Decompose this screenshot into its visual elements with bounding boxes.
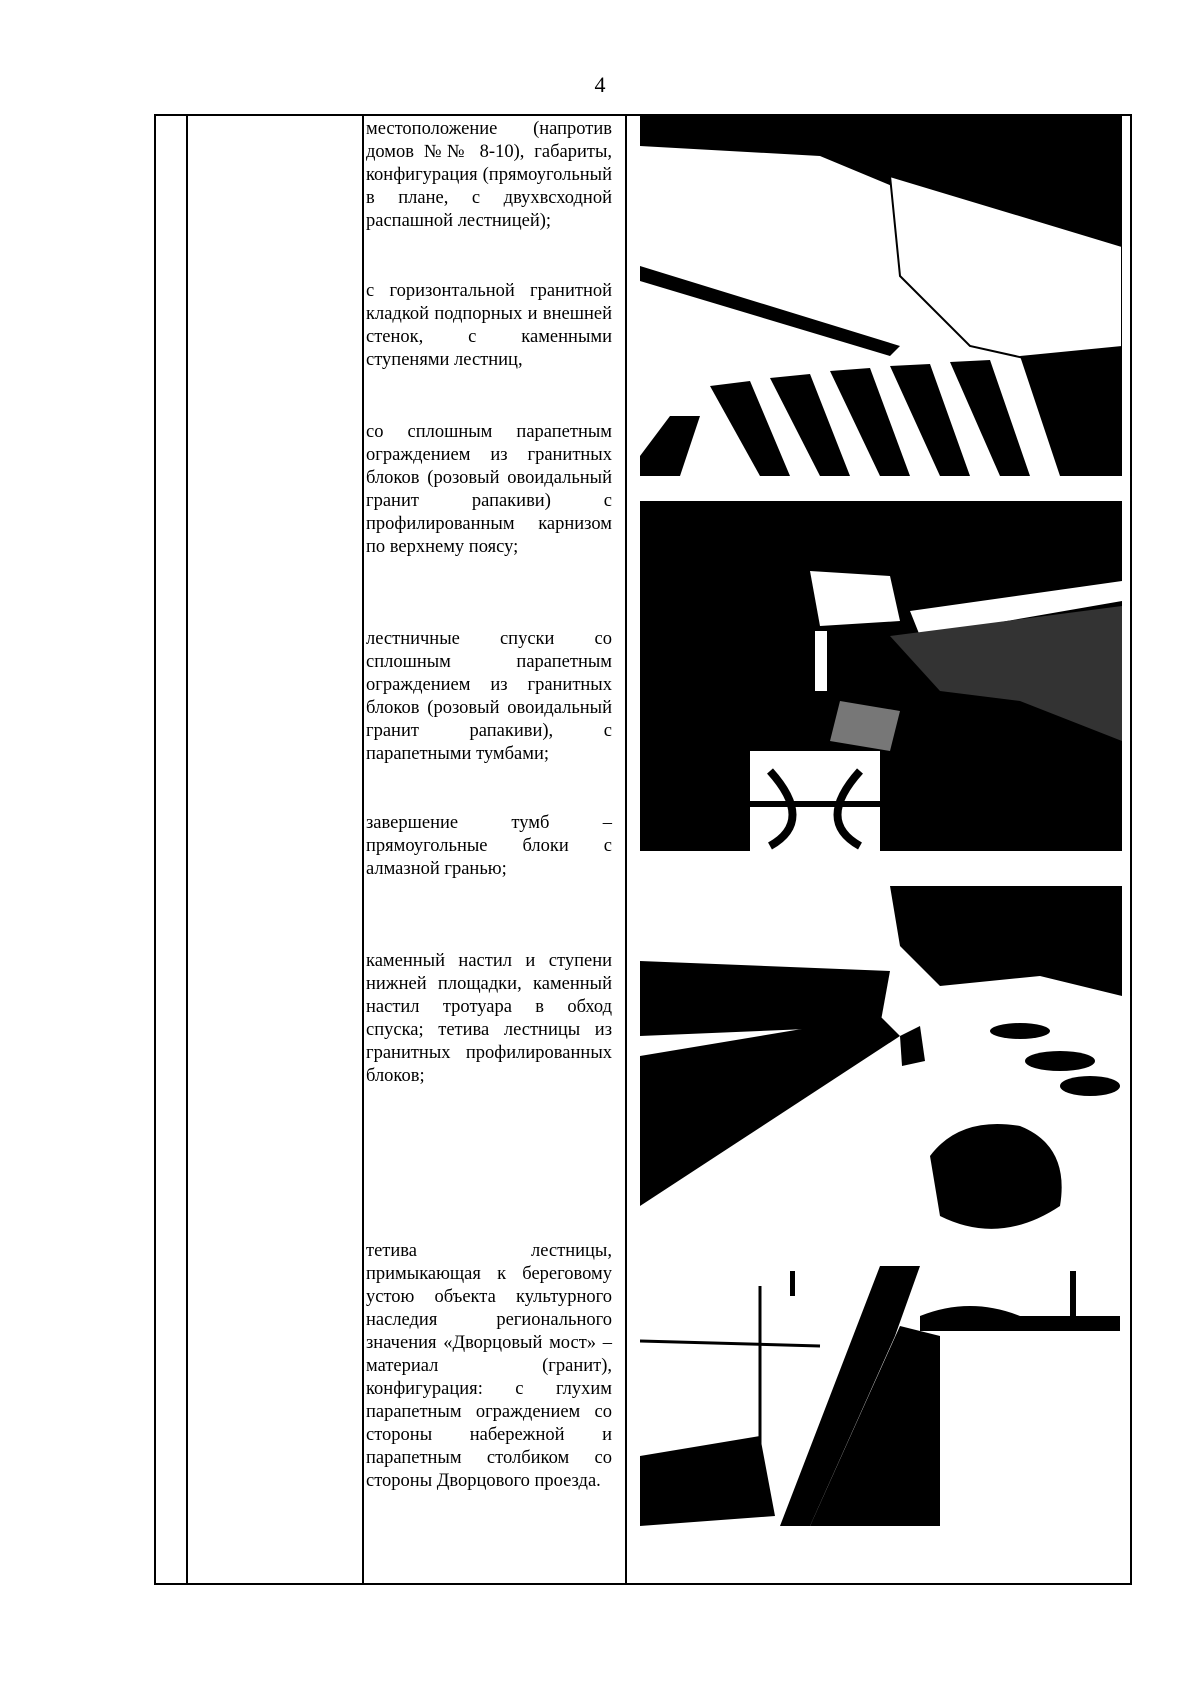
description-paragraph: завершение тумб – прямоугольные блоки с алмазной гранью; <box>366 813 612 879</box>
photo-parapet-pedestal <box>640 501 1122 851</box>
column-divider <box>186 116 188 1583</box>
description-paragraph: с горизонтальной гранитной кладкой подпорных и внешней стенок, с каменными ступенями лестниц, <box>366 281 612 370</box>
column-divider <box>625 116 627 1583</box>
photo-bridge-abutment-stairs <box>640 1266 1122 1526</box>
description-paragraph: со сплошным парапетным ограждением из гранитных блоков (розовый овоидальный гранит рапакиви) с профилированным карнизом по верхнему поясу; <box>366 422 612 557</box>
column-divider <box>362 116 364 1583</box>
photo-staircase-granite-wall <box>640 116 1122 476</box>
description-paragraph: каменный настил и ступени нижней площадки, каменный настил тротуара в обход спуска; тетива лестницы из гранитных профилированных блоков; <box>366 951 612 1086</box>
page-number: 4 <box>594 72 606 97</box>
photo-embankment-walkway <box>640 886 1122 1246</box>
description-paragraph: лестничные спуски со сплошным парапетным ограждением из гранитных блоков (розовый овоидальный гранит рапакиви), с парапетными тумбами; <box>366 629 612 764</box>
description-paragraph: местоположение (напротив домов №№ 8-10), габариты, конфигурация (прямоугольный в плане, с двухвсходной распашной лестницей); <box>366 119 612 231</box>
table <box>154 114 1132 1585</box>
description-paragraph: тетива лестницы, примыкающая к береговому устою объекта культурного наследия регионального значения «Дворцовый мост» – материал (гранит), конфигурация: с глухим парапетным ограждением со стороны набережной и парапетным столбиком со стороны Дворцового проезда. <box>366 1241 612 1491</box>
